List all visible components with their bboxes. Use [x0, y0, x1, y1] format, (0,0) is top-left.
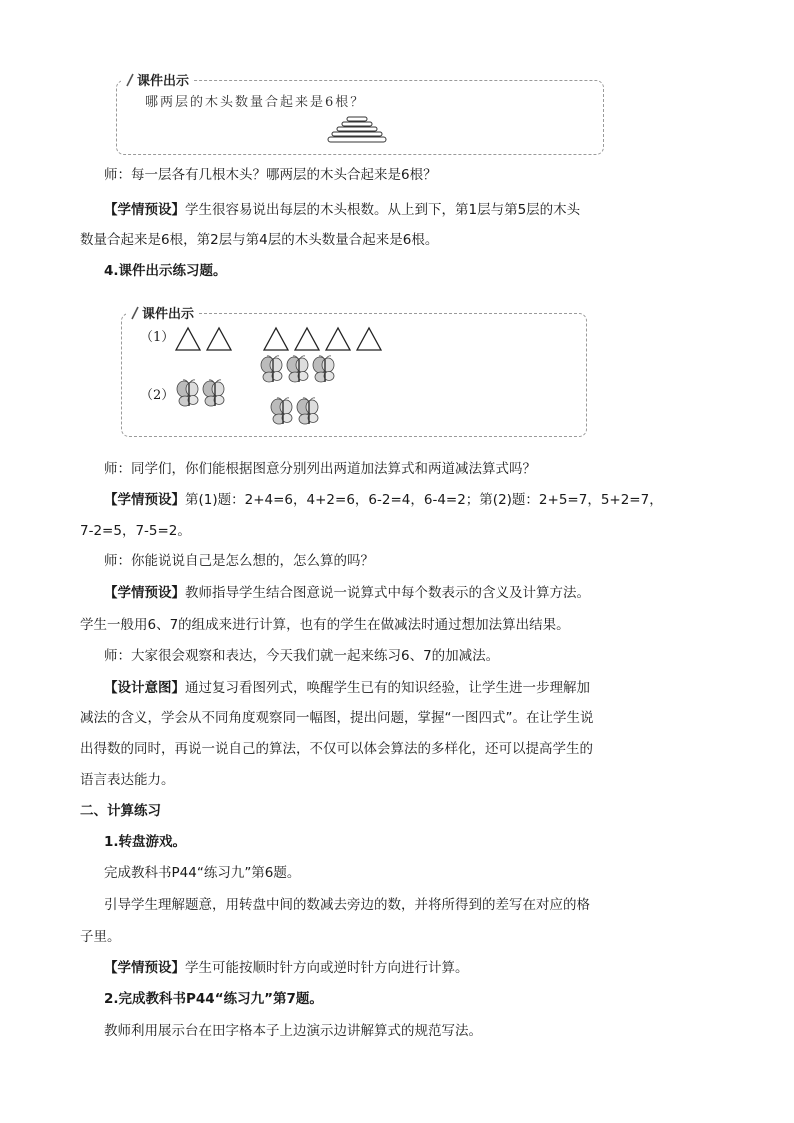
pen-icon: [130, 306, 140, 320]
para-5: 师：你能说说自己是怎么想的，怎么算的吗？: [104, 553, 374, 569]
triangle: [264, 328, 288, 350]
slide-question: 哪两层的木头数量合起来是6根？: [145, 95, 366, 110]
para-12: 教师利用展示台在田字格本子上边演示边讲解算式的规范写法。: [104, 1023, 482, 1039]
butterfly: [203, 380, 224, 406]
para-8-line2: 减法的含义，学会从不同角度观察同一幅图，提出问题，掌握“一图四式”。在让学生说: [80, 710, 594, 726]
para-9: 完成教科书P44“练习九”第6题。: [104, 865, 301, 881]
para-10-line1: 引导学生理解题意，用转盘中间的数减去旁边的数，并将所得到的差写在对应的格: [104, 897, 590, 913]
para-1: 师：每一层各有几根木头？哪两层的木头合起来是6根？: [104, 167, 437, 183]
para-6-line2: 学生一般用6、7的组成来进行计算，也有的学生在做减法时通过想加法算出结果。: [80, 617, 570, 633]
triangle: [295, 328, 319, 350]
triangle: [176, 328, 200, 350]
slide-tag-1: 课件出示: [121, 70, 192, 89]
para-2-line2: 数量合起来是6根，第2层与第4层的木头数量合起来是6根。: [80, 232, 439, 248]
heading-4: 4.课件出示练习题。: [104, 263, 227, 279]
para-6-line1: 【学情预设】教师指导学生结合图意说一说算式中每个数表示的含义及计算方法。: [104, 585, 590, 601]
para-10-line2: 子里。: [80, 929, 121, 945]
pen-icon: [125, 73, 135, 87]
para-2-line1: 【学情预设】学生很容易说出每层的木头根数。从上到下，第1层与第5层的木头: [104, 202, 581, 218]
para-7: 师：大家很会观察和表达，今天我们就一起来练习6、7的加减法。: [104, 648, 500, 664]
para-4-line1: 【学情预设】第(1)题：2+4=6，4+2=6，6-2=4，6-4=2；第(2)题：2+5=7，5+2=7，: [104, 492, 663, 508]
para-4-line2: 7-2=5，7-5=2。: [80, 523, 191, 539]
label-q1: （1）: [140, 330, 175, 345]
para-11: 【学情预设】学生可能按顺时针方向或逆时针方向进行计算。: [104, 960, 469, 976]
label-q2: （2）: [140, 388, 175, 403]
section-2-heading: 二、计算练习: [80, 803, 161, 819]
butterfly: [177, 380, 198, 406]
slide-box-1: [116, 74, 604, 155]
butterfly: [287, 356, 308, 382]
butterfly: [297, 398, 318, 424]
para-3: 师：同学们，你们能根据图意分别列出两道加法算式和两道减法算式吗？: [104, 461, 536, 477]
butterflies: [174, 352, 374, 442]
slide-tag-2: 课件出示: [126, 303, 197, 322]
triangles: [174, 326, 394, 352]
para-8-line1: 【设计意图】通过复习看图列式，唤醒学生已有的知识经验，让学生进一步理解加: [104, 680, 590, 696]
triangle: [357, 328, 381, 350]
triangle: [207, 328, 231, 350]
para-8-line3: 出得数的同时，再说一说自己的算法，不仅可以体会算法的多样化，还可以提高学生的: [80, 741, 593, 757]
heading-1: 1.转盘游戏。: [104, 834, 187, 850]
butterfly: [313, 356, 334, 382]
heading-2: 2.完成教科书P44“练习九”第7题。: [104, 991, 323, 1007]
slide-box-2: [121, 307, 587, 437]
triangle: [326, 328, 350, 350]
para-8-line4: 语言表达能力。: [80, 772, 175, 788]
butterfly: [261, 356, 282, 382]
butterfly: [271, 398, 292, 424]
logs-illustration: [327, 116, 387, 146]
